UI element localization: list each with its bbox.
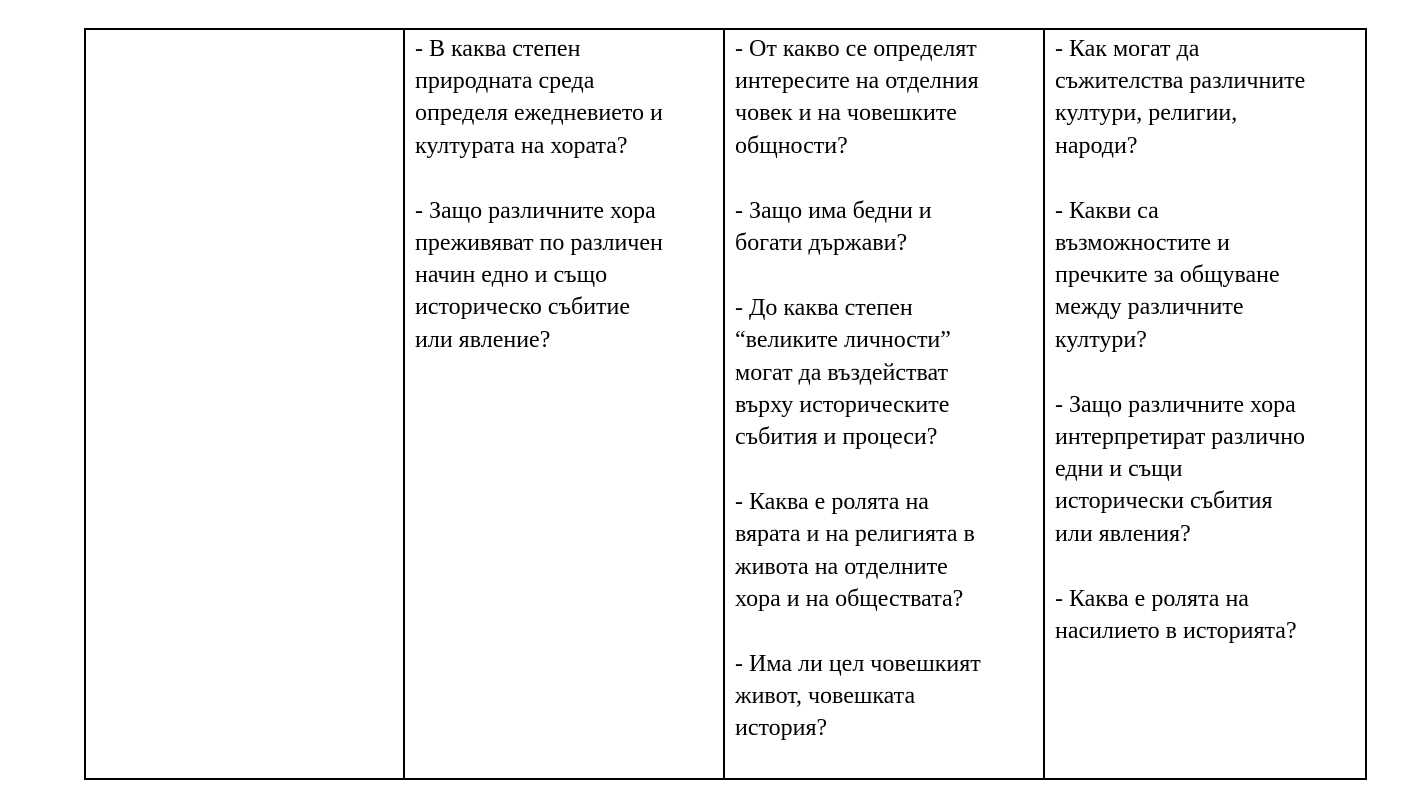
question-text: - До каква степен “великите личности” могат да въздействат върху историческите събития и процеси? <box>735 295 951 451</box>
table-cell-column-3 <box>724 29 1044 779</box>
table-cell-empty <box>85 29 404 779</box>
question-text: - Защо различните хора интерпретират различно едни и същи исторически събития или явления? <box>1055 391 1306 547</box>
question-text: - Защо има бедни и богати държави? <box>735 197 932 257</box>
question-text: - Как могат да съжителства различните култури, религии, народи? <box>1055 36 1306 159</box>
questions-table <box>84 28 1367 780</box>
question-text: - Има ли цел човешкият живот, човешката история? <box>735 651 981 742</box>
table-cell-column-4 <box>1044 29 1366 779</box>
table-row <box>85 29 1366 779</box>
question-text: - Каква е ролята на насилието в историята? <box>1055 585 1297 645</box>
question-text: - Какви са възможностите и пречките за общуване между различните култури? <box>1055 197 1280 353</box>
question-text: - В каква степен природната среда определя ежедневието и културата на хората? <box>415 36 663 159</box>
table-cell-column-2 <box>404 29 724 779</box>
question-text: - Каква е ролята на вярата и на религията в живота на отделните хора и на обществата? <box>735 489 975 612</box>
question-text: - От какво се определят интересите на отделния човек и на човешките общности? <box>735 36 979 159</box>
question-text: - Защо различните хора преживяват по различен начин едно и също историческо събитие или явление? <box>415 197 663 353</box>
